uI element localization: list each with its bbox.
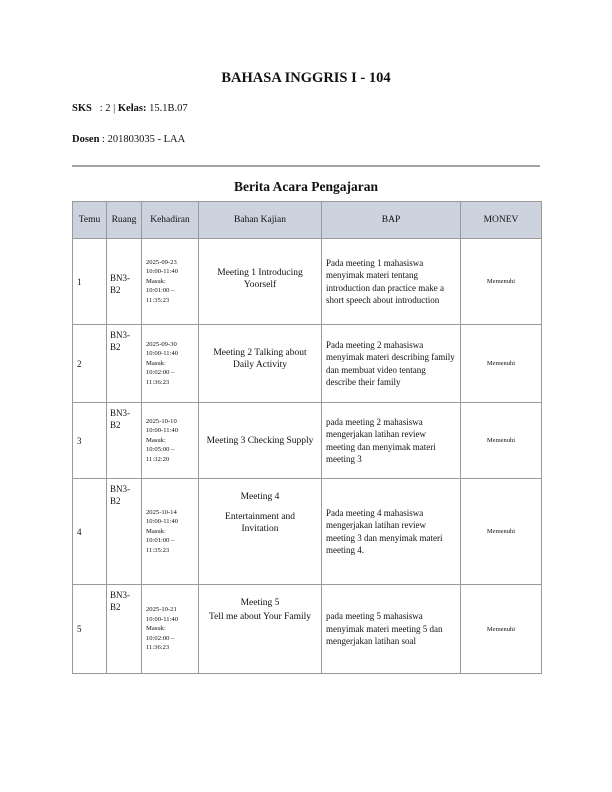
attendance-in: 10:02:00 – [146, 634, 175, 642]
col-header-ruang: Ruang [107, 202, 142, 239]
cell-kehadiran [142, 479, 199, 585]
section-title: Berita Acara Pengajaran [234, 179, 378, 194]
topic-line: Meeting 1 Introducing [217, 268, 303, 278]
attendance-date: 2025-09-23 [146, 258, 177, 266]
cell-temu: 4 [73, 479, 107, 585]
cell-bahan-kajian [199, 403, 322, 479]
attendance-date: 2025-10-21 [146, 606, 177, 614]
cell-monev: Memenuhi [461, 585, 542, 674]
sks-label: SKS [72, 103, 92, 114]
attendance-in: 10:01:00 – [146, 287, 175, 295]
cell-bap: Pada meeting 1 mahasiswa menyimak materi tentang introduction dan practice make a short speech about introduction [322, 239, 461, 325]
topic-line: Meeting 2 Talking about [213, 348, 307, 358]
attendance-label: Masuk: [146, 436, 166, 444]
topic-line: Meeting 5 [240, 598, 280, 608]
dosen-label: Dosen [72, 134, 100, 145]
col-header-temu: Temu [73, 202, 107, 239]
kelas-value: 15.1B.07 [149, 103, 188, 114]
topic-spacer [205, 503, 315, 511]
cell-bahan-kajian [199, 239, 322, 325]
topic-line: Invitation [241, 524, 279, 534]
cell-temu: 1 [73, 239, 107, 325]
attendance-time: 10:00-11:40 [146, 350, 178, 358]
cell-bap: Pada meeting 4 mahasiswa mengerjakan latihan review meeting 3 dan menyimak materi meeting 4. [322, 479, 461, 585]
cell-bap: pada meeting 5 mahasiswa menyimak materi meeting 5 dan mengerjakan latihan soal [322, 585, 461, 674]
cell-kehadiran [142, 239, 199, 325]
table-row [73, 325, 542, 403]
attendance-time: 10:00-11:40 [146, 615, 178, 623]
attendance-time: 10:00-11:40 [146, 427, 178, 435]
col-header-bahan-kajian: Bahan Kajian [199, 202, 322, 239]
topic-line: Daily Activity [232, 360, 288, 370]
cell-monev: Memenuhi [461, 239, 542, 325]
cell-kehadiran [142, 325, 199, 403]
topic-line: Meeting 3 Checking Supply [206, 435, 314, 446]
cell-bahan-kajian [199, 325, 322, 403]
kelas-label: Kelas: [117, 103, 147, 114]
table-header-row [73, 202, 542, 239]
attendance-out: 11:35:23 [146, 546, 170, 554]
attendance-time: 10:00-11:40 [146, 268, 178, 276]
cell-ruang: BN3-B2 [107, 325, 142, 403]
topic-line: Meeting 4 [240, 492, 280, 502]
attendance-in: 10:05:00 – [146, 446, 175, 454]
dosen-line [72, 134, 185, 145]
table-row [73, 239, 542, 325]
attendance-out: 11:36:23 [146, 378, 170, 386]
attendance-in: 10:02:00 – [146, 369, 175, 377]
attendance-out: 11:32:20 [146, 455, 170, 463]
cell-bahan-kajian [199, 585, 322, 674]
sks-kelas-line [72, 103, 188, 114]
col-header-bap: BAP [322, 202, 461, 239]
attendance-out: 11:36:23 [146, 644, 170, 652]
dosen-value: : 201803035 - LAA [102, 134, 186, 145]
topic-line: Entertainment and [225, 512, 295, 522]
cell-kehadiran [142, 585, 199, 674]
table-row [73, 585, 542, 674]
cell-monev: Memenuhi [461, 403, 542, 479]
attendance-label: Masuk: [146, 527, 166, 535]
sks-value: : 2 | [99, 103, 116, 114]
attendance-time: 10:00-11:40 [146, 518, 178, 526]
attendance-in: 10:01:00 – [146, 537, 175, 545]
document-title: BAHASA INGGRIS I - 104 [221, 70, 391, 86]
bap-table [72, 201, 542, 674]
attendance-date: 2025-10-10 [146, 417, 177, 425]
attendance-date: 2025-09-30 [146, 340, 177, 348]
cell-monev: Memenuhi [461, 325, 542, 403]
table-row [73, 479, 542, 585]
col-header-kehadiran: Kehadiran [142, 202, 199, 239]
cell-bap: pada meeting 2 mahasiswa mengerjakan latihan review meeting dan menyimak materi meeting 3 [322, 403, 461, 479]
cell-ruang: BN3-B2 [107, 585, 142, 674]
cell-bahan-kajian [199, 479, 322, 585]
cell-ruang: BN3-B2 [107, 479, 142, 585]
attendance-label: Masuk: [146, 625, 166, 633]
attendance-date: 2025-10-14 [146, 508, 177, 516]
attendance-label: Masuk: [146, 359, 166, 367]
table-row [73, 403, 542, 479]
cell-bap: Pada meeting 2 mahasiswa menyimak materi describing family dan membuat video tentang describe their family [322, 325, 461, 403]
cell-monev: Memenuhi [461, 479, 542, 585]
separator-line [72, 165, 540, 167]
topic-line: Yoorself [243, 280, 277, 290]
cell-temu: 5 [73, 585, 107, 674]
attendance-out: 11:35:23 [146, 296, 170, 304]
cell-kehadiran [142, 403, 199, 479]
cell-temu: 2 [73, 325, 107, 403]
topic-line: Tell me about Your Family [209, 612, 311, 622]
cell-temu: 3 [73, 403, 107, 479]
attendance-label: Masuk: [146, 277, 166, 285]
cell-ruang: BN3-B2 [107, 403, 142, 479]
col-header-monev: MONEV [461, 202, 542, 239]
cell-ruang: BN3-B2 [107, 239, 142, 325]
